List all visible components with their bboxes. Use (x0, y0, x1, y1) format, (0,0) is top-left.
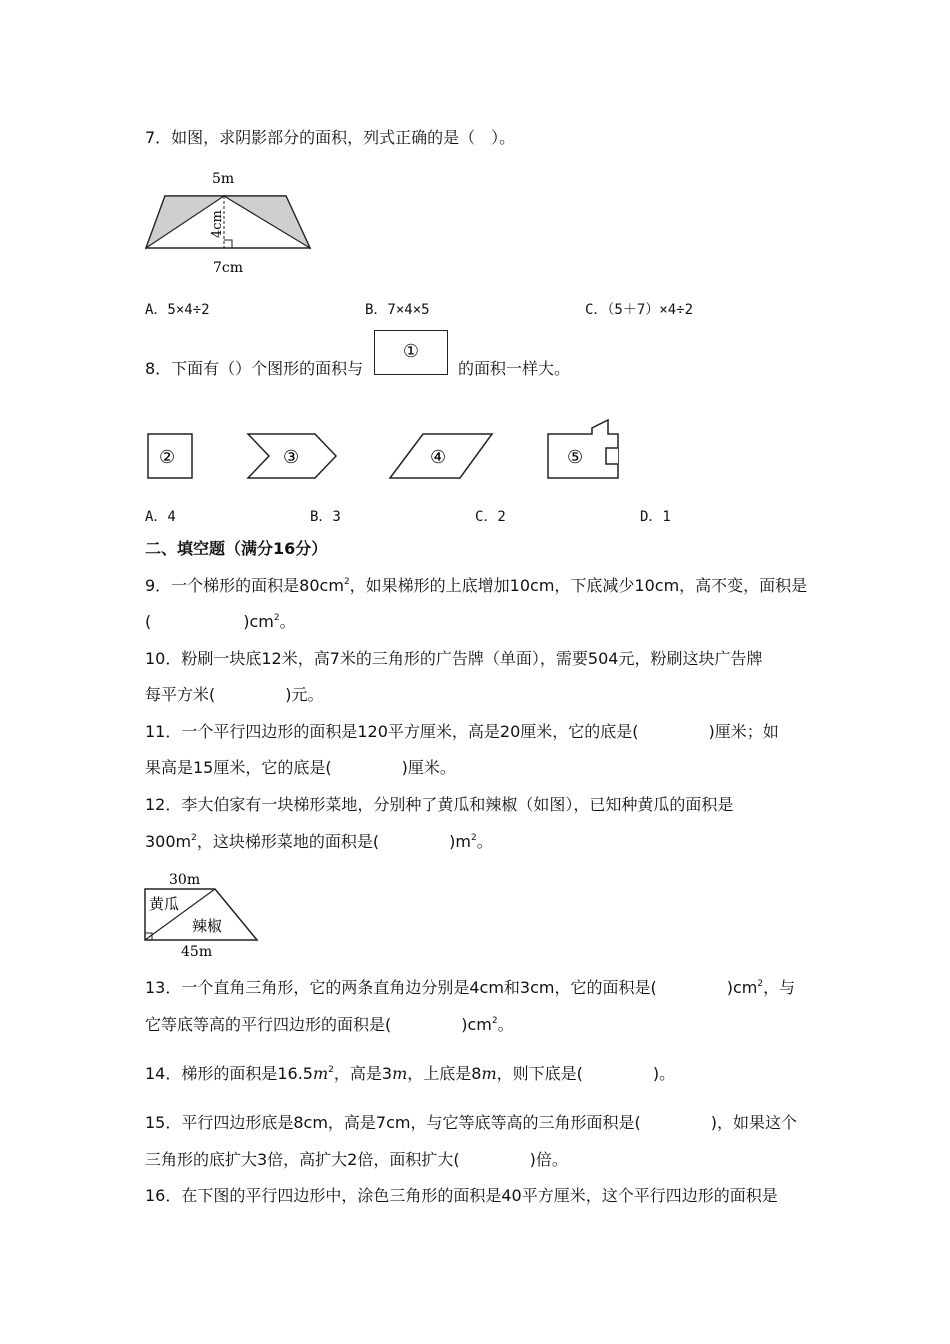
q14-text-e: )。 (652, 1064, 676, 1083)
q11-line1 (145, 722, 779, 742)
section-title: 二、填空题（满分16分） (145, 539, 328, 558)
q10-text-b: )元。 (285, 685, 324, 704)
q14-text-b: ，高是3 (333, 1064, 393, 1083)
q12-pepper-label: 辣椒 (192, 917, 223, 935)
q11-text-a: 11．一个平行四边形的面积是120平方厘米，高是20厘米，它的底是( (145, 722, 639, 741)
q7-option-b[interactable]: B．7×4×5 (365, 302, 430, 318)
q8-option-a[interactable]: A．4 (145, 509, 176, 525)
q9-text-b: ，如果梯形的上底增加10cm，下底减少10cm，高不变，面积是 (349, 576, 808, 595)
q9-end: 。 (279, 612, 296, 631)
q15-line2 (145, 1150, 568, 1170)
q15-text-b: )，如果这个 (710, 1113, 797, 1132)
q7-height-label: 4cm (210, 210, 225, 238)
q12-line1: 12．李大伯家有一块梯形菜地，分别种了黄瓜和辣椒（如图），已知种黄瓜的面积是 (145, 795, 734, 814)
q8-shape-label-5: ⑤ (567, 447, 584, 468)
q14-unit-2: m (481, 1064, 497, 1083)
q14-unit-area: m (313, 1064, 329, 1083)
q14-line (145, 1064, 675, 1084)
q12-line2 (145, 832, 493, 852)
q7-option-c[interactable]: C．（5＋7）×4÷2 (585, 302, 694, 318)
q11-text-b: )厘米；如 (708, 722, 779, 741)
q14-text-c: ，上底是8 (407, 1064, 482, 1083)
q8-option-d[interactable]: D．1 (640, 509, 671, 525)
q7-trapezoid-figure (140, 168, 320, 276)
q16-line1: 16．在下图的平行四边形中，涂色三角形的面积是40平方厘米，这个平行四边形的面积是 (145, 1186, 778, 1205)
q7-text: 7．如图，求阴影部分的面积，列式正确的是（ ）。 (145, 128, 516, 147)
q10-line1: 10．粉刷一块底12米，高7米的三角形的广告牌（单面），需要504元，粉刷这块广告牌 (145, 649, 763, 668)
q13-end: 。 (497, 1015, 514, 1034)
q11-text-c: 果高是15厘米，它的底是( (145, 758, 332, 777)
q12-top-label: 30m (169, 872, 201, 888)
q13-text-c: 它等底等高的平行四边形的面积是( (145, 1015, 392, 1034)
q12-cucumber-label: 黄瓜 (149, 895, 180, 913)
q13-sup-1: 2 (757, 979, 764, 989)
q8-text-after: 的面积一样大。 (458, 359, 571, 378)
q13-text-a: 13．一个直角三角形，它的两条直角边分别是4cm和3cm，它的面积是( (145, 978, 657, 997)
q8-shape-label-4: ④ (430, 447, 447, 468)
q12-sup-1: 2 (191, 833, 197, 843)
q12-end: 。 (476, 832, 493, 851)
q9-line2 (145, 612, 296, 632)
q8-ref-label: ① (402, 341, 420, 362)
q9-text-a: 9．一个梯形的面积是80cm (145, 576, 344, 595)
q15-text-d: )倍。 (529, 1150, 568, 1169)
q9-line1 (145, 576, 807, 596)
q8-shapes-figure (140, 418, 630, 484)
q13-unit-2: )cm (461, 1015, 492, 1034)
q12-unit: )m (449, 832, 471, 851)
q13-unit-1: )cm (726, 978, 758, 997)
q13-line1 (145, 978, 795, 998)
q9-paren-open: ( (145, 612, 152, 631)
q8-reference-rectangle (374, 330, 448, 375)
q13-sup-2: 2 (491, 1016, 498, 1026)
q14-unit-1: m (392, 1064, 408, 1083)
q14-text-a: 14．梯形的面积是16.5 (145, 1064, 313, 1083)
q7-option-a[interactable]: A．5×4÷2 (145, 302, 210, 318)
q13-line2 (145, 1015, 514, 1035)
q8-option-b[interactable]: B．3 (310, 509, 341, 525)
q11-text-d: )厘米。 (401, 758, 456, 777)
q14-text-d: ，则下底是( (496, 1064, 583, 1083)
q12-text-b: ，这块梯形菜地的面积是( (196, 832, 380, 851)
q12-text-a: 300m (145, 832, 192, 851)
q9-unit: )cm (243, 612, 274, 631)
q11-line2 (145, 758, 456, 778)
q12-trapezoid-figure (140, 870, 265, 962)
q12-bottom-label: 45m (181, 944, 213, 960)
q8-option-c[interactable]: C．2 (475, 509, 506, 525)
q9-sup-2: 2 (273, 613, 280, 623)
q8-shape-label-2: ② (159, 447, 176, 468)
q14-sup: 2 (328, 1065, 334, 1075)
q8-text-before: 8．下面有（）个图形的面积与 (145, 359, 364, 378)
q9-sup-1: 2 (343, 577, 350, 587)
q7-top-label: 5m (212, 171, 235, 187)
q8-shape-label-3: ③ (283, 447, 300, 468)
q10-line2 (145, 685, 324, 705)
q15-line1 (145, 1113, 797, 1133)
q10-text-a: 每平方米( (145, 685, 216, 704)
q13-text-b: ，与 (763, 978, 796, 997)
q7-bottom-label: 7cm (213, 260, 244, 276)
q12-sup-2: 2 (470, 833, 477, 843)
q15-text-c: 三角形的底扩大3倍，高扩大2倍，面积扩大( (145, 1150, 460, 1169)
q15-text-a: 15．平行四边形底是8cm，高是7cm，与它等底等高的三角形面积是( (145, 1113, 641, 1132)
